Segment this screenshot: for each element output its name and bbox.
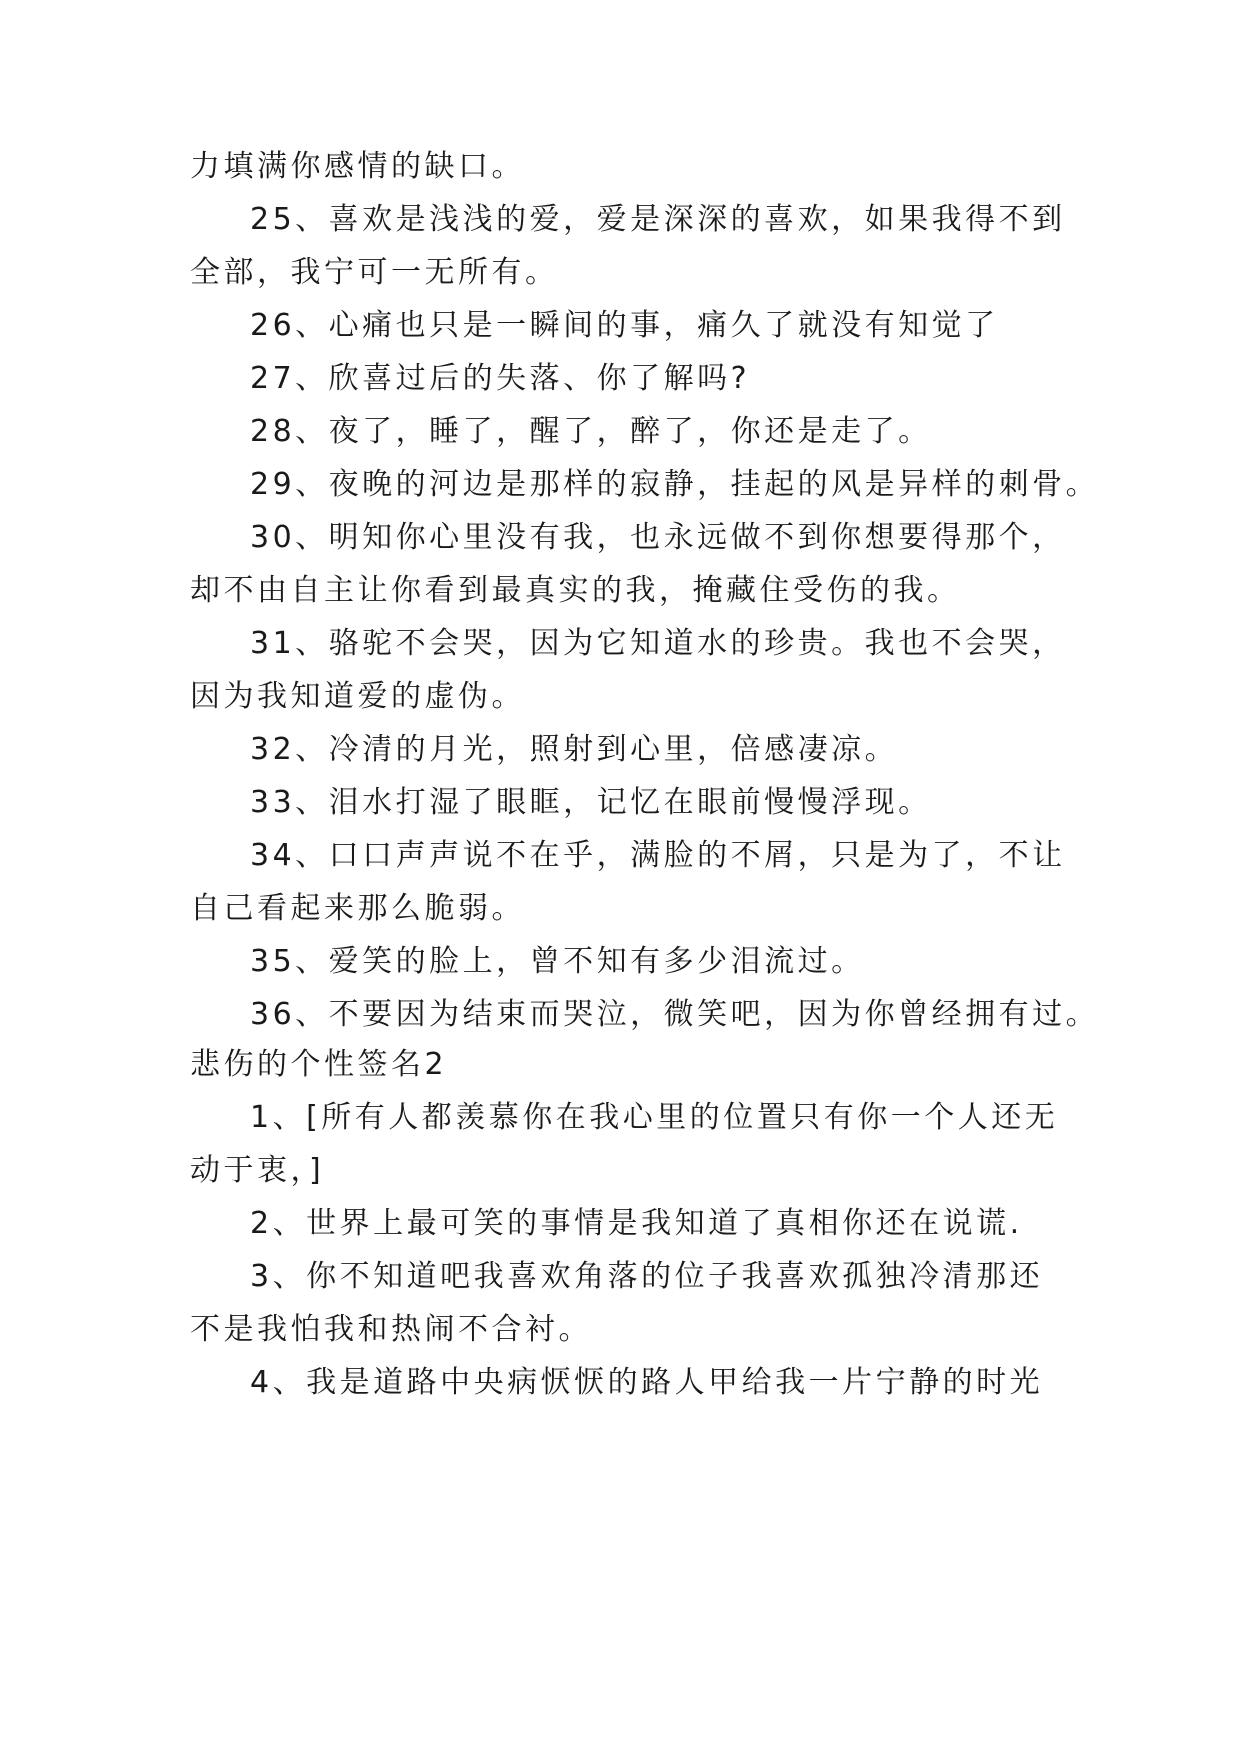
text-line: 34、口口声声说不在乎，满脸的不屑，只是为了，不让 [250,838,1066,873]
section-heading: 悲伤的个性签名2 [190,1047,448,1082]
text-line: 不是我怕我和热闹不合衬。 [190,1312,592,1347]
text-line: 27、欣喜过后的失落、你了解吗? [250,361,751,396]
text-line: 却不由自主让你看到最真实的我，掩藏住受伤的我。 [190,573,961,608]
text-line: 全部，我宁可一无所有。 [190,255,559,290]
text-line: 28、夜了，睡了，醒了，醉了，你还是走了。 [250,414,932,449]
text-line: 32、冷清的月光，照射到心里，倍感凄凉。 [250,732,899,767]
text-line: 动于衷，] [190,1153,325,1188]
text-line: 4、我是道路中央病恹恹的路人甲给我一片宁静的时光 [250,1365,1044,1400]
text-line: 29、夜晚的河边是那样的寂静，挂起的风是异样的刺骨。 [250,467,1100,502]
text-line: 2、世界上最可笑的事情是我知道了真相你还在说谎. [250,1206,1023,1241]
text-line: 36、不要因为结束而哭泣，微笑吧，因为你曾经拥有过。 [250,997,1100,1032]
text-line: 33、泪水打湿了眼眶，记忆在眼前慢慢浮现。 [250,785,932,820]
text-line: 35、爱笑的脸上，曾不知有多少泪流过。 [250,944,865,979]
text-line: 3、你不知道吧我喜欢角落的位子我喜欢孤独冷清那还 [250,1259,1044,1294]
text-line: 自己看起来那么脆弱。 [190,891,525,926]
text-line: 31、骆驼不会哭，因为它知道水的珍贵。我也不会哭， [250,626,1066,661]
text-line: 25、喜欢是浅浅的爱，爱是深深的喜欢，如果我得不到 [250,202,1066,237]
text-line: 1、[所有人都羡慕你在我心里的位置只有你一个人还无 [250,1100,1059,1135]
text-line: 因为我知道爱的虚伪。 [190,679,525,714]
text-line: 26、心痛也只是一瞬间的事，痛久了就没有知觉了 [250,308,999,343]
text-line: 30、明知你心里没有我，也永远做不到你想要得那个， [250,520,1066,555]
text-line: 力填满你感情的缺口。 [190,149,525,184]
